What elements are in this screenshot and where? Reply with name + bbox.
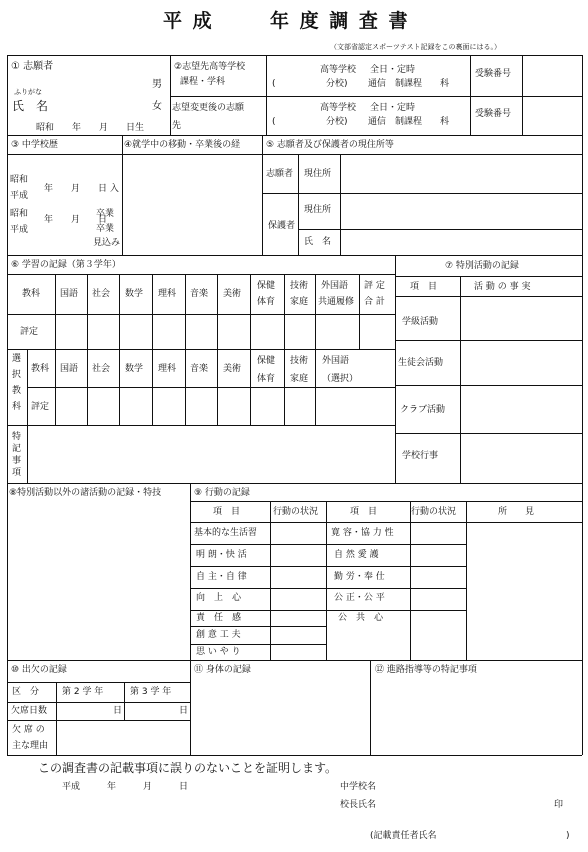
graduated-option-2[interactable]: 卒業 [96, 224, 115, 234]
el-subject-lang-2: （選択） [322, 374, 359, 384]
el-subject-lang-1: 外国語 [322, 356, 350, 366]
activity-class: 学級活動 [402, 317, 439, 327]
era-heisei-1[interactable]: 平成 [10, 191, 29, 201]
applicant-name-label: 氏 名 [12, 99, 49, 113]
attendance-grade2: 第 2 学 年 [62, 687, 104, 697]
subject-social: 社会 [92, 289, 111, 299]
elective-hyotei-label: 評定 [31, 402, 50, 412]
absent-days-label: 欠席日数 [11, 706, 48, 716]
behavior-record-label: ⑨ 行動の記録 [194, 488, 250, 498]
special-activities-label: ⑦ 特別活動の記録 [445, 261, 519, 271]
graduated-option[interactable]: 卒業 [96, 209, 115, 219]
el-subject-math: 数学 [125, 364, 144, 374]
transfer-history-label: ④就学中の移動・卒業後の経 [124, 140, 241, 150]
el-subject-music: 音楽 [190, 364, 209, 374]
era-showa-1[interactable]: 昭和 [10, 175, 29, 185]
activity-club: クラブ活動 [400, 405, 446, 415]
hyotei-label: 評定 [20, 327, 39, 337]
expected-graduation-option[interactable]: 見込み [93, 238, 121, 248]
behavior-item-header: 項 目 [213, 507, 241, 517]
furigana-label: ふりがな [14, 88, 42, 96]
applicant-label: ① 志願者 [11, 61, 54, 72]
el-subject-art: 美術 [223, 364, 242, 374]
course-system-1[interactable]: 通信 制課程 科 [368, 79, 450, 89]
enter-date-field[interactable]: 年 月 日 入 [44, 184, 119, 194]
exam-number-label-2: 受験番号 [475, 109, 512, 119]
elective-v-2: 択 [12, 370, 22, 380]
course-type-1[interactable]: 全日・定時 [370, 65, 416, 75]
other-activities-label: ⑧特別活動以外の諸活動の記録・特技 [9, 488, 162, 498]
subject-pe-1: 保健 [257, 281, 276, 291]
behavior-right-3: 公 正・公 平 [334, 593, 385, 603]
el-subject-tech-1: 技術 [290, 356, 309, 366]
behavior-right-4: 公 共 心 [338, 613, 384, 623]
subject-tech-1: 技術 [290, 281, 309, 291]
el-subject-social: 社会 [92, 364, 111, 374]
el-subject-japanese: 国語 [60, 364, 79, 374]
study-record-label: ⑥ 学習の記録（第３学年） [11, 260, 121, 270]
el-subject-pe-1: 保健 [257, 356, 276, 366]
subject-art: 美術 [223, 289, 242, 299]
subject-lang-1: 外国語 [321, 281, 349, 291]
el-subject-pe-2: 体育 [257, 374, 276, 384]
behavior-left-3: 向 上 心 [196, 593, 242, 603]
branch-1: 分校) [326, 79, 348, 89]
female-option[interactable]: 女 [152, 101, 162, 112]
activity-school-event: 学校行事 [402, 451, 439, 461]
applicant-address-label: 現住所 [304, 169, 332, 179]
behavior-right-0: 寛 容・協 力 性 [331, 528, 394, 538]
notes-v-2: 記 [12, 444, 22, 454]
behavior-item-header-2: 項 目 [350, 507, 378, 517]
behavior-right-1: 自 然 愛 護 [334, 550, 379, 560]
certification-statement: この調査書の記載事項に誤りのないことを証明します。 [38, 761, 338, 775]
notes-v-3: 事 [12, 456, 22, 466]
era-heisei-2[interactable]: 平成 [10, 225, 29, 235]
principal-name-label: 校長氏名 [340, 800, 377, 810]
birth-date-field[interactable]: 昭和 年 月 日生 [36, 123, 145, 133]
graduation-date-field[interactable]: 年 月 日 [44, 215, 108, 225]
certification-date[interactable]: 平成 年 月 日 [62, 782, 189, 792]
subject-tech-2: 家庭 [290, 297, 309, 307]
school-name-label: 中学校名 [340, 782, 377, 792]
behavior-left-0: 基本的な生活習 [194, 528, 258, 538]
notes-v-4: 項 [12, 468, 22, 478]
subject-math: 数学 [125, 289, 144, 299]
attendance-kubun: 区 分 [12, 687, 40, 697]
branch-2: 分校) [326, 117, 348, 127]
career-guidance-label: ⑫ 進路指導等の特記事項 [375, 665, 477, 675]
absence-reason-2: 主な理由 [12, 741, 49, 751]
subject-music: 音楽 [190, 289, 209, 299]
behavior-left-2: 自 主・自 律 [196, 572, 247, 582]
behavior-left-4: 責 任 感 [196, 613, 242, 623]
elective-v-1: 選 [12, 354, 22, 364]
activity-fact-header: 活 動 の 事 実 [474, 282, 531, 292]
desired-course-label: 課程・学科 [180, 77, 226, 87]
attendance-label: ⑩ 出欠の記録 [11, 665, 67, 675]
guardian-row-label: 保護者 [268, 221, 296, 231]
paren-open-1: ( [272, 79, 276, 89]
physical-record-label: ⑪ 身体の記録 [194, 665, 251, 675]
title-era: 平 成 [163, 10, 214, 32]
activity-student-council: 生徒会活動 [398, 358, 444, 368]
subject-science: 理科 [158, 289, 177, 299]
absent-days-unit-1: 日 [113, 706, 123, 716]
course-type-2[interactable]: 全日・定時 [370, 103, 416, 113]
exam-number-label-1: 受験番号 [475, 69, 512, 79]
subject-pe-2: 体育 [257, 297, 276, 307]
elective-v-4: 科 [12, 402, 22, 412]
behavior-left-1: 明 朗・快 活 [196, 550, 247, 560]
applicant-row-label: 志願者 [266, 169, 294, 179]
activity-item-header: 項 目 [410, 282, 438, 292]
recorder-close-paren: ) [566, 831, 570, 841]
school-suffix-2: 高等学校 [320, 103, 357, 113]
elective-subject-header: 教科 [31, 364, 50, 374]
subject-japanese: 国語 [60, 289, 79, 299]
changed-school-label: 志望変更後の志願 [172, 103, 245, 113]
recorder-name-label: (記載責任者氏名 [370, 831, 437, 841]
paren-open-2: ( [272, 117, 276, 127]
attendance-grade3: 第 3 学 年 [130, 687, 172, 697]
eval-total-1: 評 定 [364, 281, 385, 291]
page-title: 年 度 調 査 書 [270, 10, 410, 32]
elective-v-3: 教 [12, 386, 22, 396]
notes-v-1: 特 [12, 432, 22, 442]
era-showa-2[interactable]: 昭和 [10, 209, 29, 219]
seal-mark: 印 [554, 800, 564, 810]
subject-lang-2: 共通履修 [318, 297, 355, 307]
school-suffix-1: 高等学校 [320, 65, 357, 75]
male-option[interactable]: 男 [152, 79, 162, 90]
guardian-name-label: 氏 名 [304, 237, 332, 247]
behavior-left-6: 思 い や り [196, 647, 241, 657]
absent-days-unit-2: 日 [179, 706, 189, 716]
absence-reason-1: 欠 席 の [12, 725, 45, 735]
behavior-right-2: 勤 労・奉 仕 [334, 572, 385, 582]
address-section-label: ⑤ 志願者及び保護者の現住所等 [266, 140, 394, 150]
eval-total-2: 合 計 [364, 297, 385, 307]
behavior-status-header-2: 行動の状況 [411, 507, 457, 517]
el-subject-tech-2: 家庭 [290, 374, 309, 384]
desired-school-label: ②志望先高等学校 [174, 62, 246, 72]
behavior-status-header: 行動の状況 [273, 507, 319, 517]
subtitle: （文部省認定スポーツテスト記録をこの裏面にはる。） [330, 43, 501, 51]
course-system-2[interactable]: 通信 制課程 科 [368, 117, 450, 127]
behavior-left-5: 創 意 工 夫 [196, 630, 241, 640]
el-subject-science: 理科 [158, 364, 177, 374]
behavior-opinion-header: 所 見 [498, 507, 535, 517]
guardian-address-label: 現住所 [304, 205, 332, 215]
changed-school-label-b: 先 [172, 121, 182, 131]
subject-header: 教科 [22, 289, 41, 299]
junior-high-history-label: ③ 中学校歴 [11, 140, 58, 150]
